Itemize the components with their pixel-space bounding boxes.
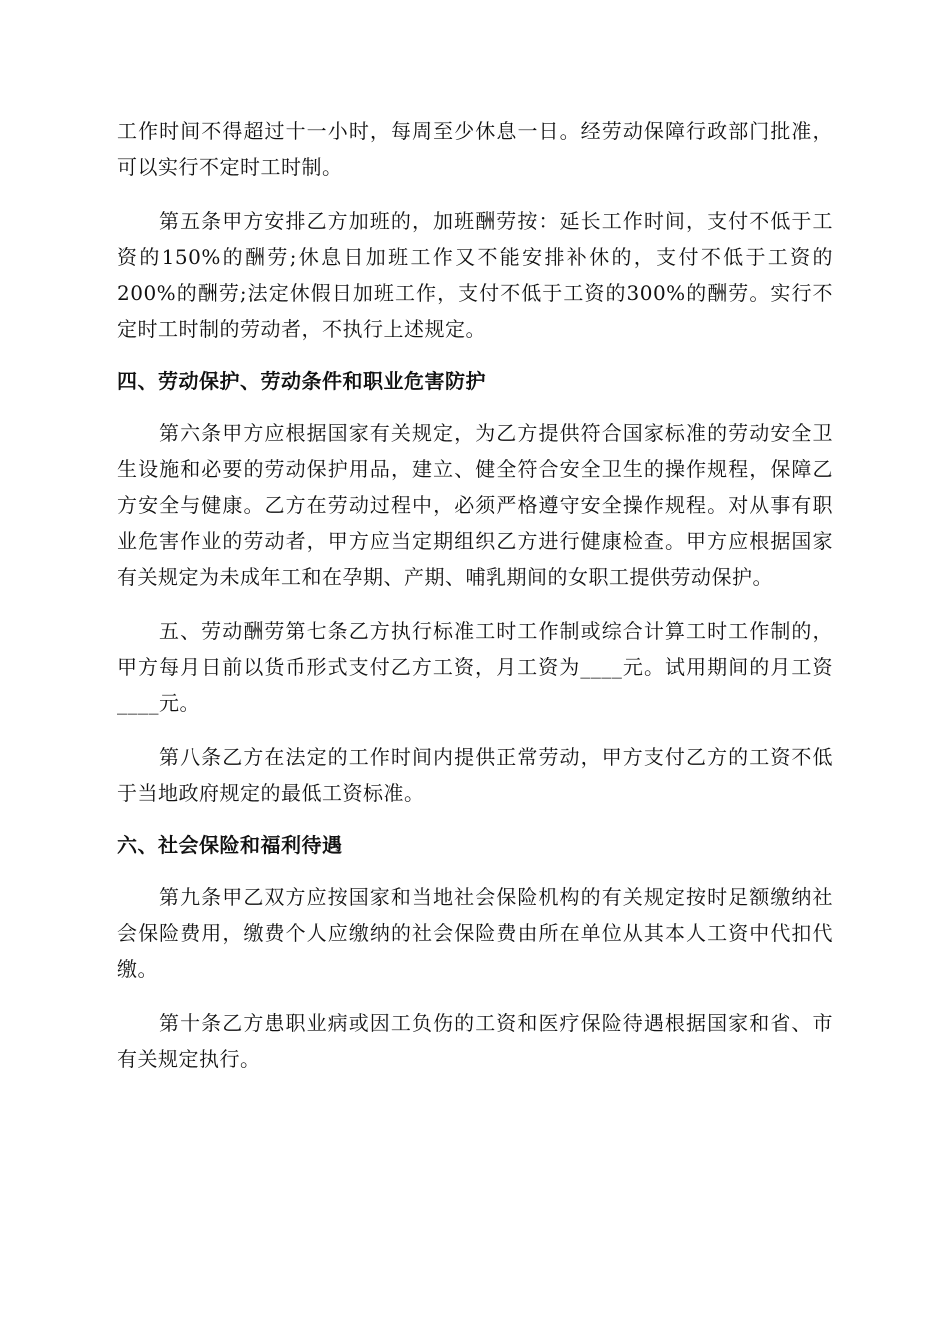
paragraph-article-7: 五、劳动酬劳第七条乙方执行标准工时工作制或综合计算工时工作制的，甲方每月日前以货币形式支付乙方工资，月工资为____元。试用期间的月工资____元。 bbox=[117, 619, 833, 715]
paragraph-article-6: 第六条甲方应根据国家有关规定，为乙方提供符合国家标准的劳动安全卫生设施和必要的劳动保护用品，建立、健全符合安全卫生的操作规程，保障乙方安全与健康。乙方在劳动过程中，必须严格遵守安全操作规程。对从事有职业危害作业的劳动者，甲方应当定期组织乙方进行健康检查。甲方应根据国家有关规定为未成年工和在孕期、产期、哺乳期间的女职工提供劳动保护。 bbox=[117, 421, 833, 589]
section-heading-6: 六、社会保险和福利待遇 bbox=[117, 833, 343, 857]
paragraph-article-10: 第十条乙方患职业病或因工负伤的工资和医疗保险待遇根据国家和省、市有关规定执行。 bbox=[117, 1011, 833, 1071]
paragraph-article-5: 第五条甲方安排乙方加班的，加班酬劳按：延长工作时间，支付不低于工资的150%的酬劳;休息日加班工作又不能安排补休的，支付不低于工资的200%的酬劳;法定休假日加班工作，支付不低于工资的300%的酬劳。实行不定时工时制的劳动者，不执行上述规定。 bbox=[117, 209, 833, 341]
paragraph-article-8: 第八条乙方在法定的工作时间内提供正常劳动，甲方支付乙方的工资不低于当地政府规定的最低工资标准。 bbox=[117, 745, 833, 805]
document-page bbox=[117, 113, 833, 1077]
section-heading-4: 四、劳动保护、劳动条件和职业危害防护 bbox=[117, 369, 486, 393]
paragraph-article-9: 第九条甲乙双方应按国家和当地社会保险机构的有关规定按时足额缴纳社会保险费用，缴费个人应缴纳的社会保险费由所在单位从其本人工资中代扣代缴。 bbox=[117, 885, 833, 981]
paragraph-working-hours: 工作时间不得超过十一小时，每周至少休息一日。经劳动保障行政部门批准，可以实行不定时工时制。 bbox=[117, 119, 833, 179]
